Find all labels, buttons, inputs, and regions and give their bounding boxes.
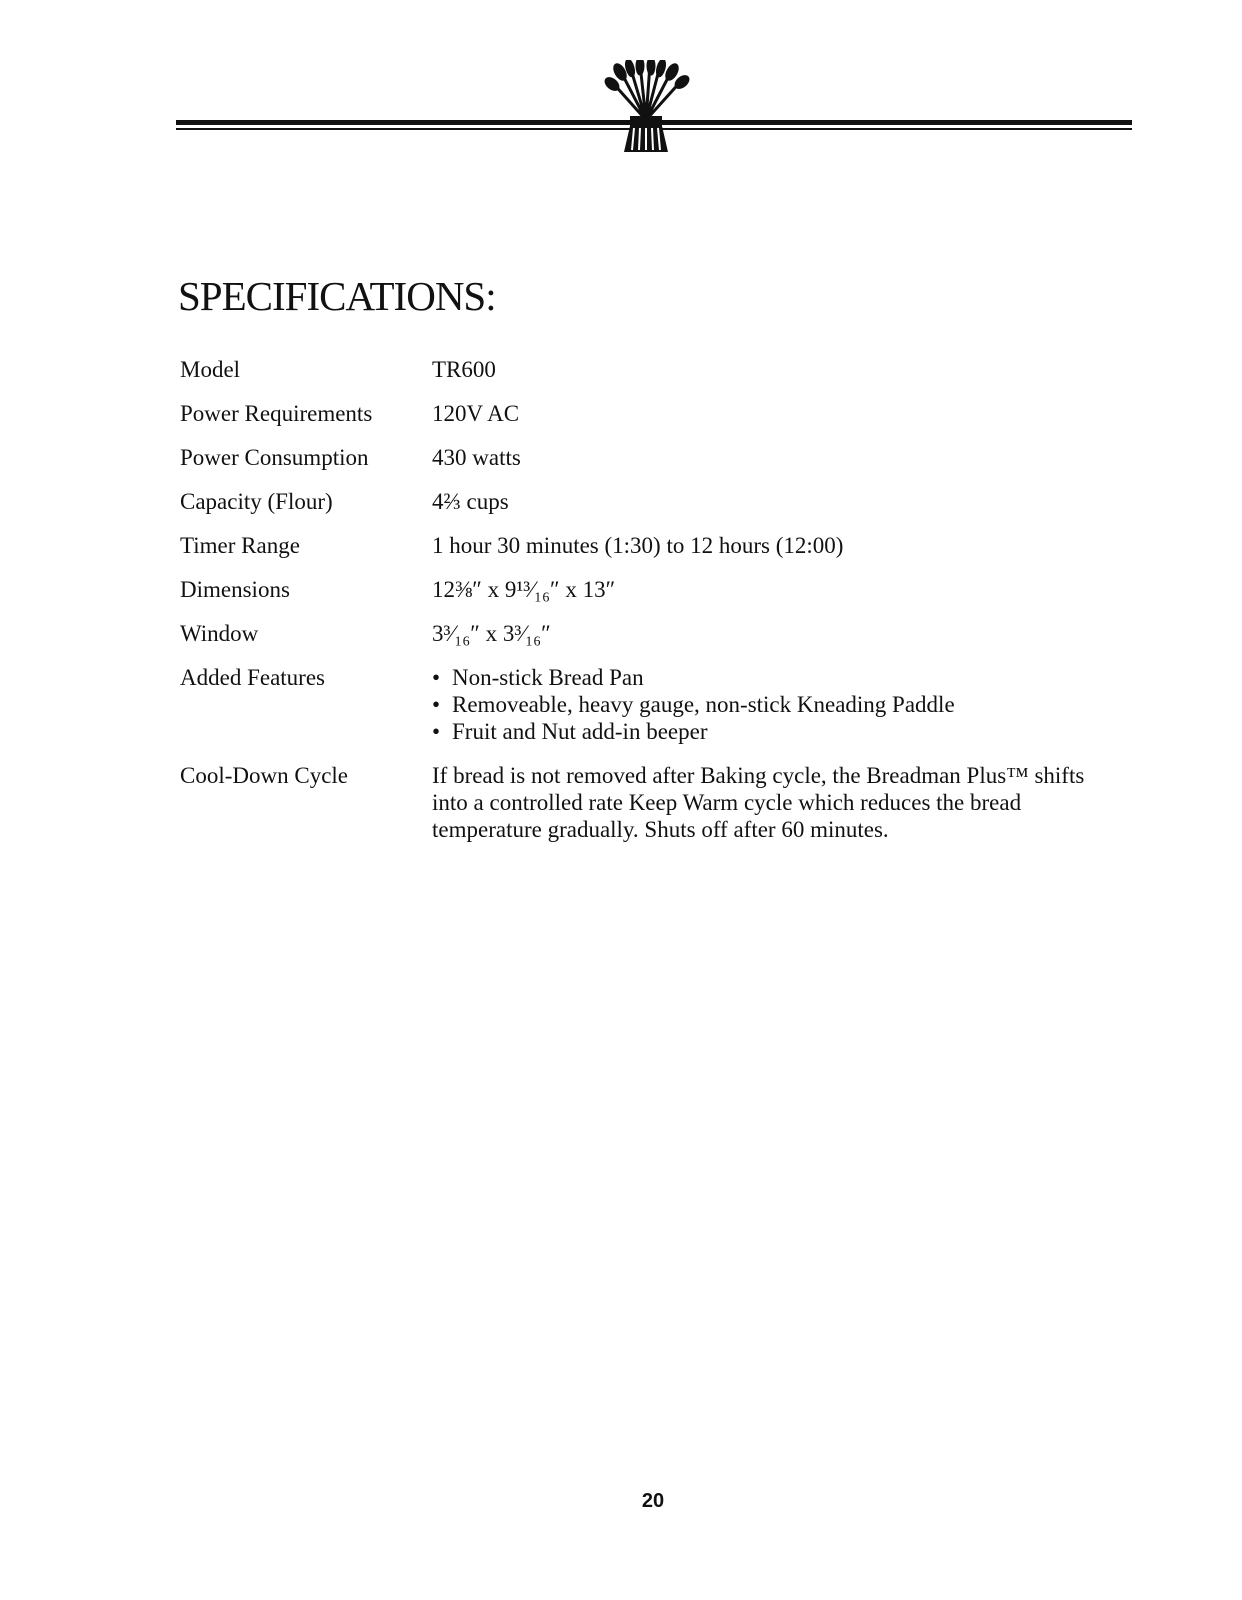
spec-value: 12⅜″ x 9¹³⁄₁₆″ x 13″ — [432, 577, 616, 602]
spec-value: 4⅔ cups — [432, 489, 509, 514]
spec-value: 3³⁄₁₆″ x 3³⁄₁₆″ — [432, 621, 551, 646]
spec-value: 430 watts — [432, 445, 521, 470]
spec-label: Power Requirements — [180, 401, 373, 426]
list-item — [432, 718, 1112, 745]
spec-value: TR600 — [432, 357, 496, 382]
spec-label: Timer Range — [180, 533, 300, 558]
spec-label: Added Features — [180, 665, 325, 690]
bullet-icon: • — [432, 719, 441, 744]
spec-value-paragraph: If bread is not removed after Baking cycle, the Breadman Plus™ shifts into a controlled rate Keep Warm cycle which reduces the bread temperature gradually. Shuts off after 60 minutes. — [432, 763, 1085, 842]
spec-label: Cool-Down Cycle — [180, 763, 349, 788]
page-number: 20 — [641, 1490, 665, 1512]
bullet-icon: • — [432, 665, 441, 690]
feature-text: Non-stick Bread Pan — [452, 665, 644, 690]
page-title: SPECIFICATIONS: — [178, 273, 496, 319]
feature-list-container — [432, 664, 1112, 745]
spec-label: Dimensions — [180, 577, 290, 602]
spec-label: Window — [180, 621, 259, 646]
bullet-icon: • — [432, 692, 441, 717]
spec-value: 120V AC — [432, 401, 520, 426]
spec-label: Model — [180, 357, 241, 382]
feature-text: Fruit and Nut add-in beeper — [452, 719, 708, 744]
wheat-sheaf-icon — [600, 60, 692, 156]
spec-value: 1 hour 30 minutes (1:30) to 12 hours (12:00) — [432, 533, 844, 558]
spec-label: Power Consumption — [180, 445, 369, 470]
spec-label: Capacity (Flour) — [180, 489, 333, 514]
feature-list — [432, 664, 1112, 745]
list-item — [432, 664, 1112, 691]
feature-text: Removeable, heavy gauge, non-stick Kneading Paddle — [452, 692, 955, 717]
list-item — [432, 691, 1112, 718]
